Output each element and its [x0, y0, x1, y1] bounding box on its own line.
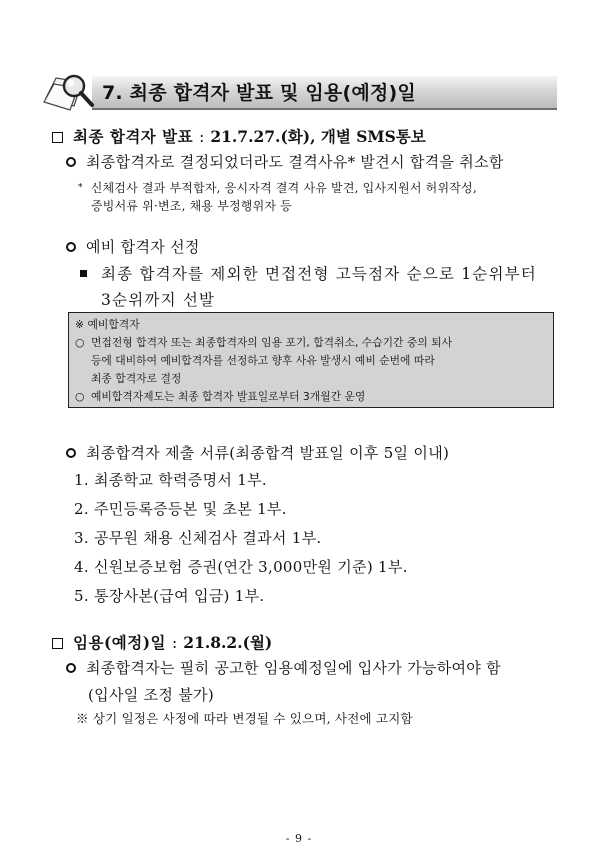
reserve-title: 예비 합격자 선정 [86, 238, 200, 256]
section-heading [42, 64, 557, 112]
schedule-change-note: ※ 상기 일정은 사정에 따라 변경될 수 있으며, 사전에 고지함 [76, 711, 413, 726]
heading-title: 7. 최종 합격자 발표 및 임용(예정)일 [102, 82, 416, 104]
note-bullet-2 [75, 389, 365, 404]
appointment-bullet-line1: 최종합격자는 필히 공고한 임용예정일에 입사가 가능하여야 함 [86, 659, 501, 677]
circle-bullet-icon [66, 448, 76, 458]
note-b2-line1: 예비합격자제도는 최종 합격자 발표일로부터 3개월간 운영 [91, 390, 366, 403]
circle-bullet-icon [66, 663, 76, 673]
appointment-bullet [66, 657, 501, 678]
note-bullet-1 [75, 335, 452, 350]
circle-bullet-icon [66, 242, 76, 252]
reserve-item [80, 262, 537, 284]
appointment-line [52, 631, 272, 653]
page-number: - 9 - [285, 832, 313, 845]
appointment-colon: : [172, 634, 178, 652]
reserve-heading [66, 236, 200, 257]
announce-label: 최종 합격자 발표 [73, 127, 194, 146]
square-filled-bullet-icon [80, 270, 87, 277]
announce-line [52, 125, 426, 147]
footnote-text-1: 신체검사 결과 부적합자, 응시자격 결격 사유 발견, 입사지원서 허위작성, [90, 181, 477, 195]
list-item: 2. 주민등록증등본 및 초본 1부. [74, 500, 287, 518]
note-b1-line3: 최종 합격자로 결정 [91, 372, 182, 385]
reserve-note-box [68, 312, 554, 408]
announce-bullet-text: 최종합격자로 결정되었더라도 결격사유* 발견시 합격을 취소함 [86, 153, 504, 171]
appointment-label: 임용(예정)일 [73, 633, 167, 652]
documents-title: 최종합격자 제출 서류(최종합격 발표일 이후 5일 이내) [86, 444, 450, 462]
documents-heading [66, 442, 449, 463]
footnote-line1 [78, 179, 477, 196]
reserve-item-line1: 최종 합격자를 제외한 면접전형 고득점자 순으로 1순위부터 [101, 265, 537, 283]
footnote-mark: * [78, 183, 83, 193]
list-item: 4. 신원보증보험 증권(연간 3,000만원 기준) 1부. [74, 558, 408, 576]
list-item: 3. 공무원 채용 신체검사 결과서 1부. [74, 529, 322, 547]
circle-bullet-icon [66, 157, 76, 167]
square-bullet-icon [52, 132, 63, 143]
list-item: 5. 통장사본(급여 입금) 1부. [74, 587, 265, 605]
note-bullet-symbol: ○ [75, 390, 85, 403]
note-title: ※ 예비합격자 [75, 318, 140, 331]
note-b1-line1: 면접전형 합격자 또는 최종합격자의 임용 포기, 합격취소, 수습기간 중의 퇴사 [91, 336, 453, 349]
reserve-item-line2: 3순위까지 선발 [101, 291, 216, 309]
announce-colon: : [199, 128, 205, 146]
list-item: 1. 최종학교 학력증명서 1부. [74, 471, 267, 489]
announce-bullet [66, 151, 504, 172]
appointment-value: 21.8.2.(월) [183, 633, 273, 652]
footnote-text-2: 증빙서류 위·변조, 채용 부정행위자 등 [91, 199, 292, 213]
appointment-bullet-line2: (입사일 조정 불가) [88, 686, 214, 704]
square-bullet-icon [52, 638, 63, 649]
note-b1-line2: 등에 대비하여 예비합격자를 선정하고 향후 사유 발생시 예비 순번에 따라 [91, 354, 435, 367]
note-bullet-symbol: ○ [75, 336, 85, 349]
announce-value: 21.7.27.(화), 개별 SMS통보 [210, 127, 426, 146]
magnifier-icon [42, 68, 100, 112]
